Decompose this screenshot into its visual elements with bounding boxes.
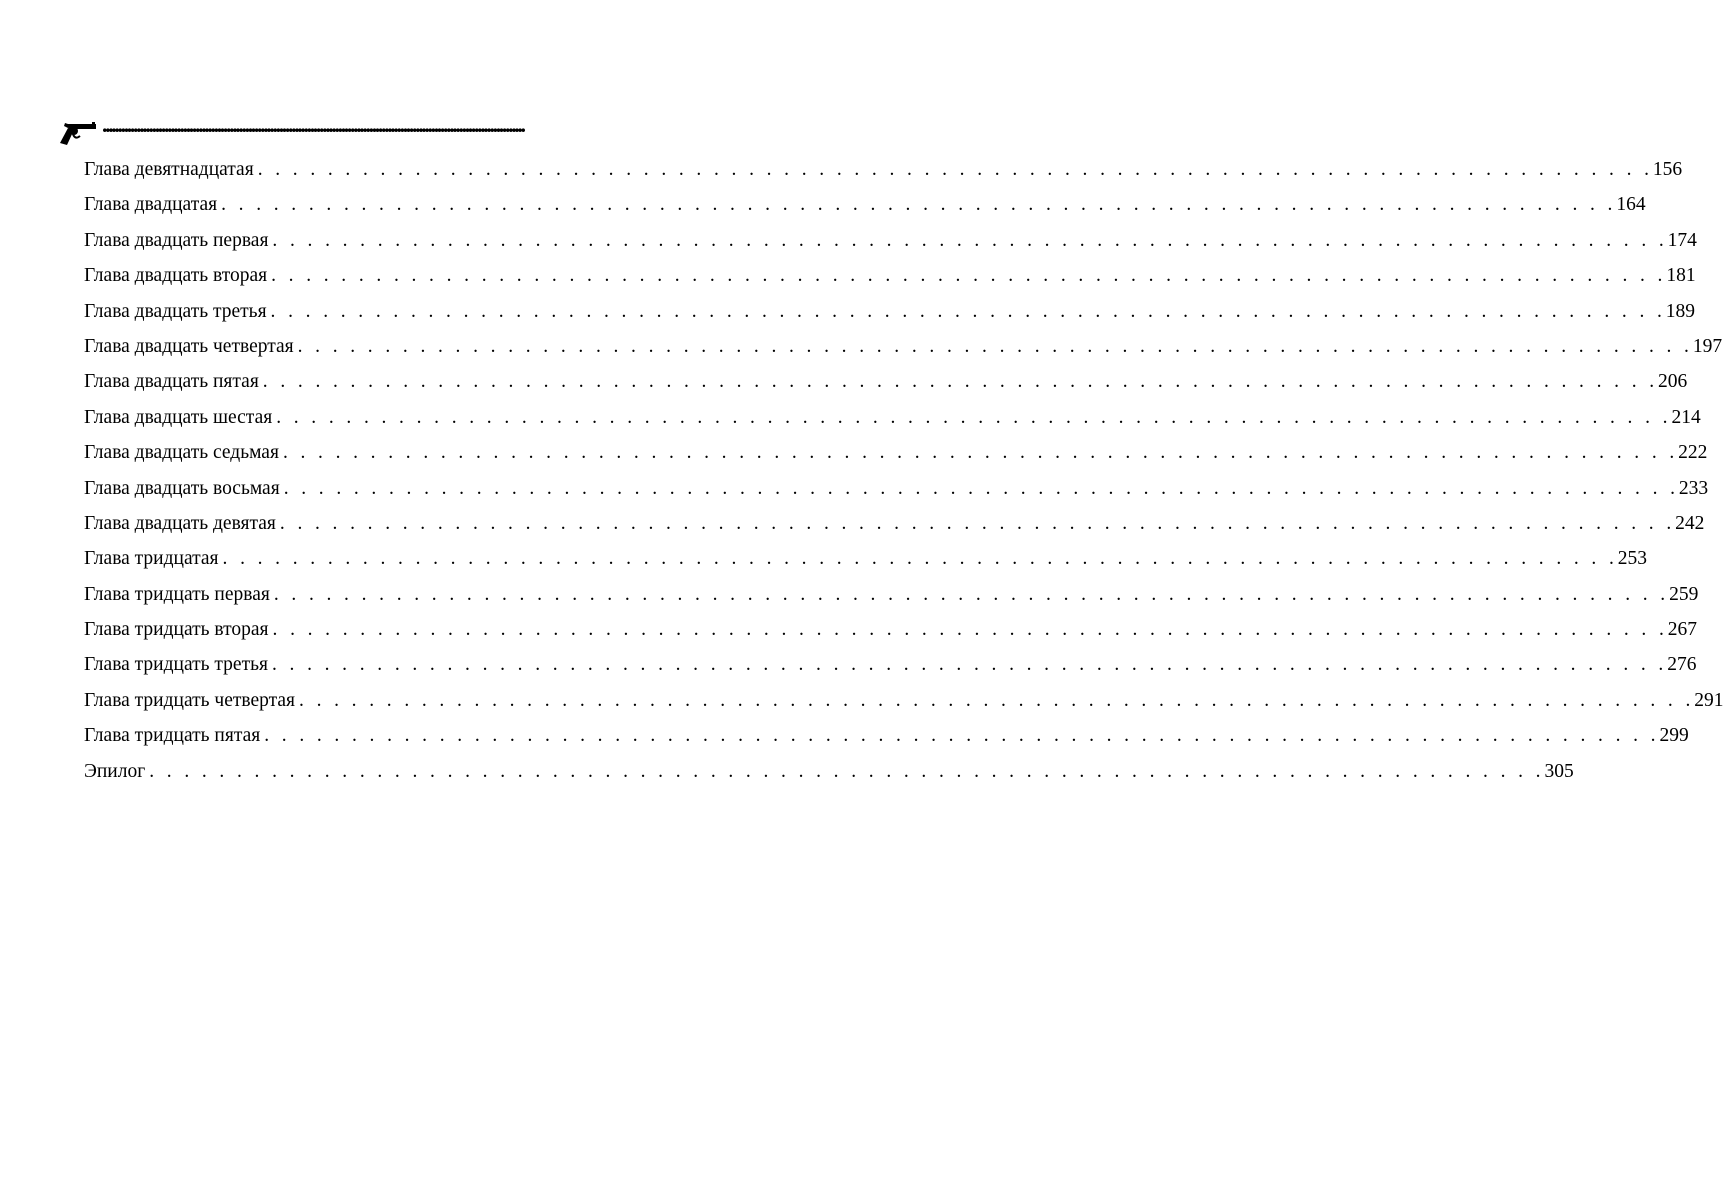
toc-entry-title: Глава двадцать девятая — [84, 512, 276, 534]
toc-entry — [84, 329, 1723, 364]
toc-dot-leader: . . . . . . . . . . . . . . . . . . . . . . . . . . . . . . . . . . . . . . . . . . . . . . . . . . . . . . . . . . . . . . . . . . . . . . . . . . . . . . . . — [264, 725, 1660, 747]
toc-entry — [84, 294, 1696, 329]
toc-entry — [84, 400, 1701, 435]
toc-dot-leader: . . . . . . . . . . . . . . . . . . . . . . . . . . . . . . . . . . . . . . . . . . . . . . . . . . . . . . . . . . . . . . . . . . . . . . . . . . . . . . . . — [149, 760, 1545, 782]
toc-entry-title: Глава двадцать восьмая — [84, 477, 280, 499]
toc-entry — [84, 435, 1708, 470]
toc-entry — [84, 258, 1696, 293]
toc-entry-page-number: 181 — [1666, 265, 1696, 287]
toc-entry-page-number: 156 — [1652, 159, 1683, 180]
toc-dot-leader: . . . . . . . . . . . . . . . . . . . . . . . . . . . . . . . . . . . . . . . . . . . . . . . . . . . . . . . . . . . . . . . . . . . . . . . . . . . . . . . . — [297, 335, 1693, 357]
toc-dot-leader: . . . . . . . . . . . . . . . . . . . . . . . . . . . . . . . . . . . . . . . . . . . . . . . . . . . . . . . . . . . . . . . . . . . . . . . . . . . . . . . . — [262, 371, 1659, 393]
toc-dot-leader: . . . . . . . . . . . . . . . . . . . . . . . . . . . . . . . . . . . . . . . . . . . . . . . . . . . . . . . . . . . . . . . . . . . . . . . . . . . . . . . . — [271, 265, 1667, 287]
toc-dot-leader: . . . . . . . . . . . . . . . . . . . . . . . . . . . . . . . . . . . . . . . . . . . . . . . . . . . . . . . . . . . . . . . . . . . . . . . . . . . . . . . . — [273, 583, 1670, 605]
toc-entry-title: Глава тридцать четвертая — [84, 689, 296, 711]
toc-entry — [84, 471, 1709, 506]
toc-entry-title: Глава тридцать первая — [84, 583, 270, 605]
toc-entry-title: Глава тридцать вторая — [84, 619, 269, 641]
toc-entry-title: Глава двадцать шестая — [84, 406, 273, 428]
toc-entry-title: Глава тридцать третья — [84, 654, 268, 676]
toc-entry-title: Глава двадцать третья — [84, 300, 267, 322]
toc-entry-page-number: 242 — [1675, 512, 1705, 534]
toc-dot-leader: . . . . . . . . . . . . . . . . . . . . . . . . . . . . . . . . . . . . . . . . . . . . . . . . . . . . . . . . . . . . . . . . . . . . . . . . . . . . . . . . — [272, 619, 1668, 641]
toc-entry-page-number: 164 — [1616, 194, 1646, 216]
toc-dot-leader: . . . . . . . . . . . . . . . . . . . . . . . . . . . . . . . . . . . . . . . . . . . . . . . . . . . . . . . . . . . . . . . . . . . . . . . . . . . . . . . . — [270, 300, 1666, 322]
toc-entry-page-number: 197 — [1692, 335, 1723, 357]
toc-entry-title: Глава тридцатая — [84, 548, 219, 570]
toc-entry-page-number: 189 — [1665, 300, 1696, 322]
toc-entry — [84, 718, 1689, 753]
toc-dot-leader: . . . . . . . . . . . . . . . . . . . . . . . . . . . . . . . . . . . . . . . . . . . . . . . . . . . . . . . . . . . . . . . . . . . . . . . . . . . . . . . . — [271, 654, 1668, 676]
toc-entry-page-number: 233 — [1678, 477, 1709, 499]
toc-dot-leader: . . . . . . . . . . . . . . . . . . . . . . . . . . . . . . . . . . . . . . . . . . . . . . . . . . . . . . . . . . . . . . . . . . . . . . . . . . . . . . . . — [221, 194, 1617, 216]
toc-entry — [84, 683, 1724, 718]
toc-dot-leader: . . . . . . . . . . . . . . . . . . . . . . . . . . . . . . . . . . . . . . . . . . . . . . . . . . . . . . . . . . . . . . . . . . . . . . . . . . . . . . . . — [272, 229, 1668, 251]
toc-entry — [84, 506, 1705, 541]
toc-entry-title: Глава двадцать первая — [84, 229, 269, 251]
toc-entry-page-number: 214 — [1671, 406, 1701, 428]
toc-entry-title: Глава девятнадцатая — [84, 159, 254, 180]
toc-entry — [84, 223, 1697, 258]
toc-entry-page-number: 299 — [1659, 725, 1689, 747]
toc-entry-page-number: 174 — [1667, 229, 1697, 251]
toc-entry-title: Глава двадцать четвертая — [84, 335, 294, 357]
toc-dot-leader: . . . . . . . . . . . . . . . . . . . . . . . . . . . . . . . . . . . . . . . . . . . . . . . . . . . . . . . . . . . . . . . . . . . . . . . . . . . . . . . . — [299, 689, 1695, 711]
toc-entry — [84, 541, 1647, 576]
toc-entry-page-number: 259 — [1669, 583, 1699, 605]
toc-entry-title: Глава двадцать пятая — [84, 371, 259, 393]
toc-entry — [84, 152, 1683, 187]
toc-entry — [84, 612, 1698, 647]
header-dotted-rule: ........................................................................................................................................ — [102, 112, 524, 137]
toc-entry-title: Глава двадцать вторая — [84, 265, 268, 287]
toc-entry — [84, 577, 1699, 612]
toc-entry-page-number: 267 — [1667, 619, 1698, 641]
toc-entry — [84, 754, 1574, 789]
toc-entry-page-number: 305 — [1544, 760, 1574, 782]
toc-entry-page-number: 206 — [1658, 371, 1688, 393]
toc-dot-leader: . . . . . . . . . . . . . . . . . . . . . . . . . . . . . . . . . . . . . . . . . . . . . . . . . . . . . . . . . . . . . . . . . . . . . . . . . . . . . . . . — [222, 548, 1618, 570]
toc-entry — [84, 187, 1646, 222]
toc-entry-title: Глава двадцать седьмая — [84, 442, 279, 464]
toc-dot-leader: . . . . . . . . . . . . . . . . . . . . . . . . . . . . . . . . . . . . . . . . . . . . . . . . . . . . . . . . . . . . . . . . . . . . . . . . . . . . . . . . — [283, 477, 1679, 499]
revolver-icon — [58, 120, 98, 146]
toc-entry — [84, 647, 1697, 682]
toc-entry-page-number: 222 — [1678, 442, 1708, 464]
table-of-contents — [84, 152, 1724, 789]
toc-entry-title: Глава двадцатая — [84, 194, 218, 216]
toc-entry-page-number: 276 — [1667, 654, 1697, 676]
toc-entry — [84, 364, 1688, 399]
toc-dot-leader: . . . . . . . . . . . . . . . . . . . . . . . . . . . . . . . . . . . . . . . . . . . . . . . . . . . . . . . . . . . . . . . . . . . . . . . . . . . . . . . . — [276, 406, 1672, 428]
toc-dot-leader: . . . . . . . . . . . . . . . . . . . . . . . . . . . . . . . . . . . . . . . . . . . . . . . . . . . . . . . . . . . . . . . . . . . . . . . . . . . . . . . . — [282, 442, 1679, 464]
toc-dot-leader: . . . . . . . . . . . . . . . . . . . . . . . . . . . . . . . . . . . . . . . . . . . . . . . . . . . . . . . . . . . . . . . . . . . . . . . . . . . . . . . . — [257, 159, 1653, 180]
toc-entry-page-number: 253 — [1617, 548, 1647, 570]
toc-entry-title: Глава тридцать пятая — [84, 725, 261, 747]
toc-entry-title: Эпилог — [84, 760, 146, 782]
toc-entry-page-number: 291 — [1694, 689, 1724, 711]
chapter-header-ornament — [58, 112, 578, 146]
toc-dot-leader: . . . . . . . . . . . . . . . . . . . . . . . . . . . . . . . . . . . . . . . . . . . . . . . . . . . . . . . . . . . . . . . . . . . . . . . . . . . . . . . . — [279, 512, 1676, 534]
